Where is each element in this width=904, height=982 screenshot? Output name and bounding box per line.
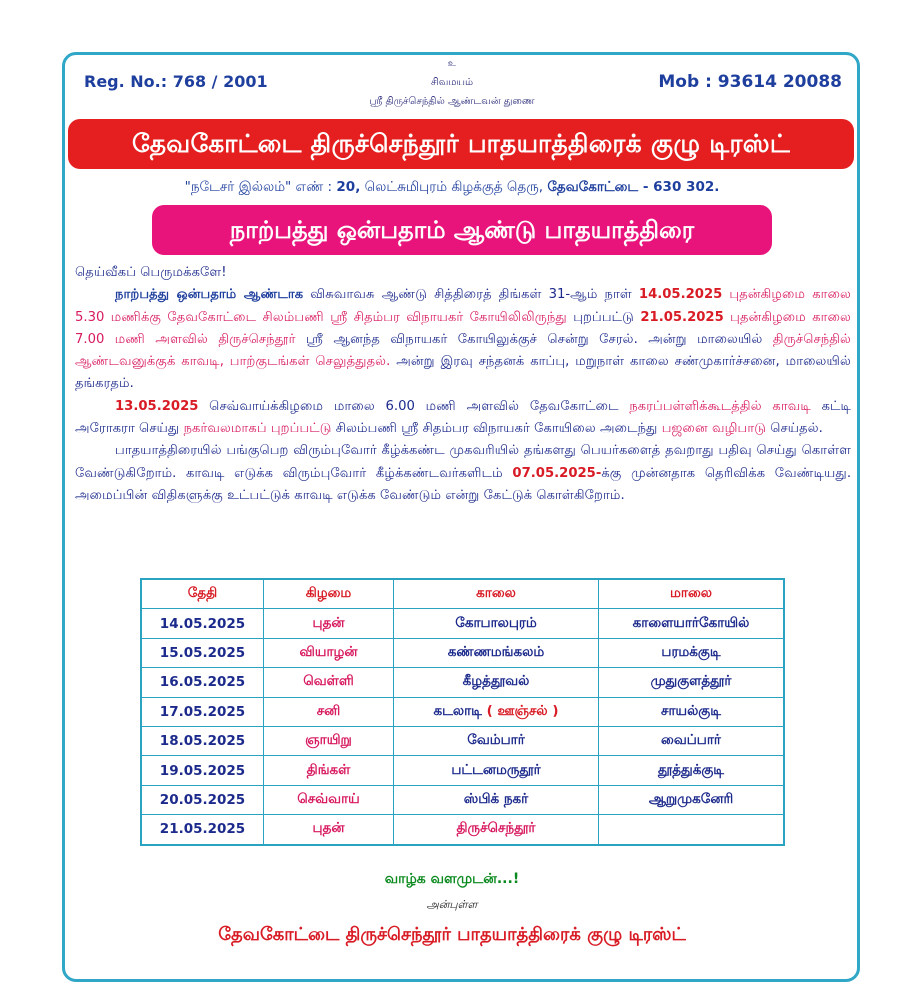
table-row xyxy=(141,756,784,785)
invocation-deity: ஸ்ரீ திருச்செந்தில் ஆண்டவன் துணை xyxy=(369,96,535,107)
cell-date: 20.05.2025 xyxy=(141,785,264,814)
header-evening: மாலை xyxy=(599,579,785,609)
cell-morning: ஸ்பிக் நகர் xyxy=(394,785,599,814)
paragraph-1 xyxy=(75,284,851,395)
p1-lead: நாற்பத்து ஒன்பதாம் ஆண்டாக xyxy=(115,287,304,303)
cell-date: 19.05.2025 xyxy=(141,756,264,785)
p1-destination: திருச்செந்தூர் xyxy=(218,331,296,347)
cell-morning-note: ( ஊஞ்சல் ) xyxy=(486,702,559,719)
address-city: தேவகோட்டை - 630 302. xyxy=(547,179,720,195)
cell-morning-place: கடலாடி xyxy=(433,702,482,719)
p2-text-d: நகர்வலமாகப் புறப்பட்டு xyxy=(183,421,332,437)
invocation-u: உ xyxy=(447,59,457,69)
header-day: கிழமை xyxy=(264,579,394,609)
p2-text-g: செய்தல். xyxy=(766,421,823,437)
cell-date: 17.05.2025 xyxy=(141,697,264,726)
cell-morning: பட்டனமருதூர் xyxy=(394,756,599,785)
cell-evening: வைப்பார் xyxy=(599,726,785,755)
address-line xyxy=(0,179,904,197)
cell-day: சனி xyxy=(264,697,394,726)
cell-morning xyxy=(394,697,599,726)
table-row xyxy=(141,638,784,667)
cell-date: 18.05.2025 xyxy=(141,726,264,755)
cell-evening: தூத்துக்குடி xyxy=(599,756,785,785)
header-date: தேதி xyxy=(141,579,264,609)
table-row xyxy=(141,668,784,697)
invocation-sivamayam: சிவமயம் xyxy=(430,77,474,88)
cell-evening: சாயல்குடி xyxy=(599,697,785,726)
p2-text-b: நகரப்பள்ளிக்கூடத்தில் காவடி xyxy=(629,398,811,414)
p1-text-f: திருச்செந்தில் ஆண்டவனுக்குக் காவடி, பாற்குடங்கள் செலுத்துதல். xyxy=(75,331,851,370)
cell-date: 21.05.2025 xyxy=(141,815,264,845)
cell-day: ஞாயிறு xyxy=(264,726,394,755)
cell-morning: திருச்செந்தூர் xyxy=(394,815,599,845)
p1-text-b: புதன்கிழமை காலை 5.30 மணிக்கு தேவகோட்டை சிலம்பணி ஸ்ரீ சிதம்பர விநாயகர் கோயிலிலிருந்து xyxy=(75,287,851,325)
cell-day: வியாழன் xyxy=(264,638,394,667)
table-row xyxy=(141,726,784,755)
cell-evening: பரமக்குடி xyxy=(599,638,785,667)
p1-text-d: புதன்கிழமை காலை 7.00 மணி அளவில் xyxy=(75,309,851,347)
closing-greeting: வாழ்க வளமுடன்...! xyxy=(384,871,520,887)
cell-evening: காளையார்கோயில் xyxy=(599,609,785,638)
p1-text-c: புறப்பட்டு xyxy=(573,309,634,325)
p1-text-a: விசுவாவசு ஆண்டு சித்திரைத் திங்கள் 31-ஆம் நாள் xyxy=(303,287,639,303)
cell-date: 15.05.2025 xyxy=(141,638,264,667)
cell-day: திங்கள் xyxy=(264,756,394,785)
p1-text-e: ஸ்ரீ ஆனந்த விநாயகர் கோயிலுக்குச் சென்று சேரல். அன்று மாலையில் xyxy=(295,331,773,347)
greeting: தெய்வீகப் பெருமக்களே! xyxy=(75,265,227,280)
letter-body xyxy=(75,262,851,507)
trust-title-banner: தேவகோட்டை திருச்செந்தூர் பாதயாத்திரைக் குழு டிரஸ்ட் xyxy=(68,119,854,169)
cell-evening: முதுகுளத்தூர் xyxy=(599,668,785,697)
cell-morning: கண்ணமங்கலம் xyxy=(394,638,599,667)
address-number: 20, xyxy=(336,179,361,195)
table-row xyxy=(141,609,784,638)
schedule-table xyxy=(140,578,785,846)
table-header-row xyxy=(141,579,784,609)
p1-start-date: 14.05.2025 xyxy=(638,287,723,303)
cell-evening xyxy=(599,815,785,845)
cell-morning: கீழத்தூவல் xyxy=(394,668,599,697)
table-row xyxy=(141,815,784,845)
p3-text-b: க்கு முன்னதாக தெரிவிக்க வேண்டியது. அமைப்பின் விதிகளுக்கு உட்பட்டுக் காவடி எடுக்க வேண்டும் என்று கேட்டுக் கொள்கிறோம். xyxy=(75,465,852,503)
cell-day: புதன் xyxy=(264,815,394,845)
cell-morning: வேம்பார் xyxy=(394,726,599,755)
p2-date: 13.05.2025 xyxy=(115,398,199,414)
p2-text-e: சிலம்பணி ஸ்ரீ சிதம்பர விநாயகர் கோயிலை அடைந்து xyxy=(331,421,662,437)
cell-day: வெள்ளி xyxy=(264,668,394,697)
closing-anbu: அன்புள்ள xyxy=(426,898,478,911)
p2-text-c: கட்டி அரோகரா செய்து xyxy=(75,398,851,437)
cell-evening: ஆறுமுகனேரி xyxy=(599,785,785,814)
cell-day: செவ்வாய் xyxy=(264,785,394,814)
p2-text-a: செவ்வாய்க்கிழமை மாலை 6.00 மணி அளவில் தேவகோட்டை xyxy=(198,398,630,414)
paragraph-3 xyxy=(75,440,851,507)
paragraph-2 xyxy=(75,396,851,441)
p2-text-f: பஜனை வழிபாடு xyxy=(661,421,767,437)
cell-morning: கோபாலபுரம் xyxy=(394,609,599,638)
cell-date: 16.05.2025 xyxy=(141,668,264,697)
cell-date: 14.05.2025 xyxy=(141,609,264,638)
header-morning: காலை xyxy=(394,579,599,609)
address-street: லெட்சுமிபுரம் கிழக்குத் தெரு, xyxy=(364,179,544,195)
table-row xyxy=(141,697,784,726)
address-prefix: "நடேசர் இல்லம்" எண் : xyxy=(184,179,333,195)
cell-day: புதன் xyxy=(264,609,394,638)
p3-text-a: பாதயாத்திரையில் பங்குபெற விரும்புவோர் கீழ்க்கண்ட முகவரியில் தங்களது பெயர்களைத் தவறாது பதிவு செய்து கொள்ள வேண்டுகிறோம். காவடி எடுக்க விரும்புவோர் கீழ்க்கண்டவர்களிடம் xyxy=(75,443,851,481)
mobile-number: Mob : 93614 20088 xyxy=(658,72,842,92)
p1-end-date: 21.05.2025 xyxy=(640,309,724,325)
signature: தேவகோட்டை திருச்செந்தூர் பாதயாத்திரைக் குழு டிரஸ்ட் xyxy=(218,924,686,945)
p1-text-g: அன்று இரவு சந்தனக் காப்பு, மறுநாள் காலை சண்முகார்ச்சனை, மாலையில் தங்கரதம். xyxy=(75,354,851,392)
registration-number: Reg. No.: 768 / 2001 xyxy=(84,72,268,91)
table-row xyxy=(141,785,784,814)
event-subtitle-banner: நாற்பத்து ஒன்பதாம் ஆண்டு பாதயாத்திரை xyxy=(152,205,772,255)
p3-deadline: 07.05.2025- xyxy=(512,465,602,481)
